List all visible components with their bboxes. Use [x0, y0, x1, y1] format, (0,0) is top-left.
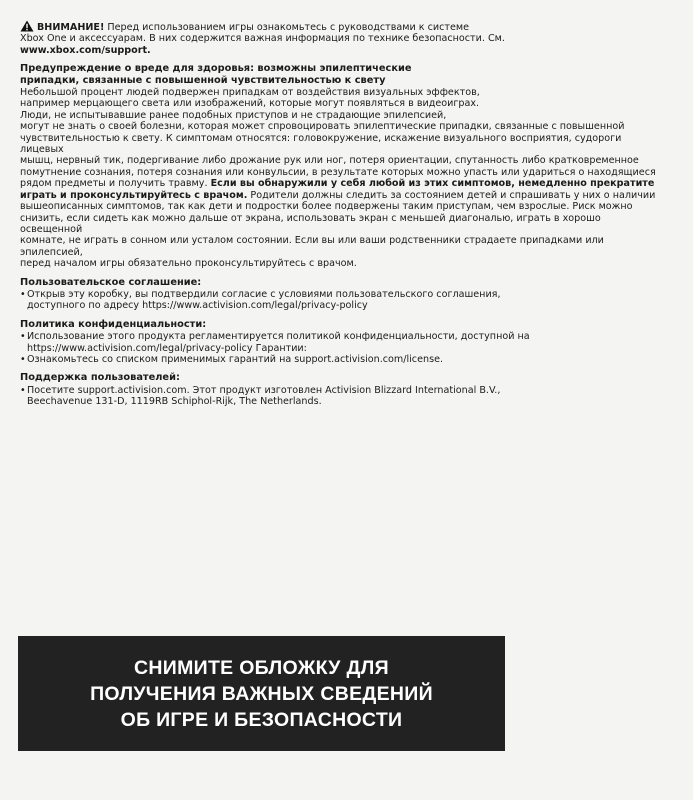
support-title: Поддержка пользователей: [20, 372, 180, 384]
health-line-9-bold: играть и проконсультируйтесь с врачом. [20, 189, 248, 201]
health-line-9 [20, 190, 660, 201]
bullet-icon: • [20, 384, 26, 396]
support-line-2: Beechavenue 131-D, 1119RB Schiphol-Rijk, The Netherlands. [27, 396, 322, 408]
privacy-item-1-line-1: Использование этого продукта регламентируется политикой конфиденциальности, доступной на [27, 331, 530, 343]
bullet-icon: • [20, 353, 26, 365]
health-line-9-normal: Родители должны следить за состоянием детей и спрашивать у них о наличии [247, 189, 656, 201]
health-line-5: чувствительностью к свету. К симптомам относятся: головокружение, искажение визуального восприятия, судороги лицевых [20, 132, 622, 156]
bullet-icon: • [20, 331, 26, 343]
health-line-8-bold: Если вы обнаружили у себя любой из этих симптомов, немедленно прекратите [210, 178, 655, 190]
remove-cover-banner [18, 636, 505, 751]
warning-block [20, 20, 660, 56]
health-line-13: перед началом игры обязательно проконсультируйтесь с врачом. [20, 258, 357, 270]
health-line-3: Люди, не испытывавшие ранее подобных приступов и не страдающие эпилепсией, [20, 109, 447, 121]
eula-item [20, 289, 660, 312]
warning-link[interactable]: www.xbox.com/support. [20, 44, 151, 56]
warning-triangle-icon [20, 20, 34, 32]
health-line-8 [20, 178, 660, 189]
health-line-10: вышеописанных симптомов, так как дети и подростки более подвержены таким приступам, чем взрослые. Риск можно [20, 201, 633, 213]
privacy-title: Политика конфиденциальности: [20, 318, 207, 330]
health-title [20, 63, 660, 86]
health-line-6: мышц, нервный тик, подергивание либо дрожание рук или ног, потеря ориентации, спутанность либо кратковременное [20, 155, 639, 167]
banner-line-3: ОБ ИГРЕ И БЕЗОПАСНОСТИ [120, 708, 403, 731]
bullet-icon: • [20, 288, 26, 300]
eula-line-2: доступного по адресу https://www.activision.com/legal/privacy-policy [27, 300, 368, 312]
health-title-line-2: припадки, связанные с повышенной чувствительностью к свету [20, 74, 386, 86]
health-line-8-normal: рядом предметы и получить травму. [20, 178, 211, 190]
health-line-4: могут не знать о своей болезни, которая может спровоцировать эпилептические припадки, связанные с повышенной [20, 121, 625, 133]
privacy-item-1 [20, 331, 660, 354]
warning-text-1: Перед использованием игры ознакомьтесь с руководствами к системе [104, 22, 470, 33]
warning-text-2: Xbox One и аксессуарам. В них содержится важная информация по технике безопасности. См. [20, 33, 505, 45]
privacy-block [20, 319, 660, 366]
document-body [20, 20, 660, 415]
banner-line-1: СНИМИТЕ ОБЛОЖКУ ДЛЯ [134, 656, 389, 679]
health-line-12: комнате, не играть в сонном или усталом состоянии. Если вы или ваши родственники страдаете припадками или эпилепсией, [20, 235, 604, 258]
support-line-1: Посетите support.activision.com. Этот продукт изготовлен Activision Blizzard International B.V., [27, 384, 501, 396]
banner-line-2: ПОЛУЧЕНИЯ ВАЖНЫХ СВЕДЕНИЙ [90, 682, 433, 705]
eula-line-1: Открыв эту коробку, вы подтвердили согласие с условиями пользовательского соглашения, [27, 288, 501, 300]
privacy-item-2-line: Ознакомьтесь со списком применимых гарантий на support.activision.com/license. [27, 353, 444, 365]
eula-title: Пользовательское соглашение: [20, 276, 202, 288]
warning-line-1 [20, 20, 660, 33]
warning-label: ВНИМАНИЕ! [37, 22, 105, 33]
health-warning-block [20, 63, 660, 269]
health-line-2: например мерцающего света или изображений, которые могут появляться в видеоиграх. [20, 98, 480, 110]
support-item [20, 385, 660, 408]
support-block [20, 372, 660, 407]
health-title-line-1: Предупреждение о вреде для здоровья: возможны эпилептические [20, 63, 412, 75]
health-line-11: снизить, если сидеть как можно дальше от экрана, использовать экран с меньшей диагональю, играть в хорошо освещенной [20, 212, 601, 235]
eula-block [20, 277, 660, 312]
privacy-item-2 [20, 354, 660, 365]
health-line-1: Небольшой процент людей подвержен припадкам от воздействия визуальных эффектов, [20, 87, 480, 99]
health-line-7: помутнение сознания, потеря сознания или конвульсии, в результате которых можно упасть или удариться о находящиеся [20, 166, 656, 178]
privacy-item-1-line-2: https://www.activision.com/legal/privacy-policy Гарантии: [27, 342, 307, 354]
